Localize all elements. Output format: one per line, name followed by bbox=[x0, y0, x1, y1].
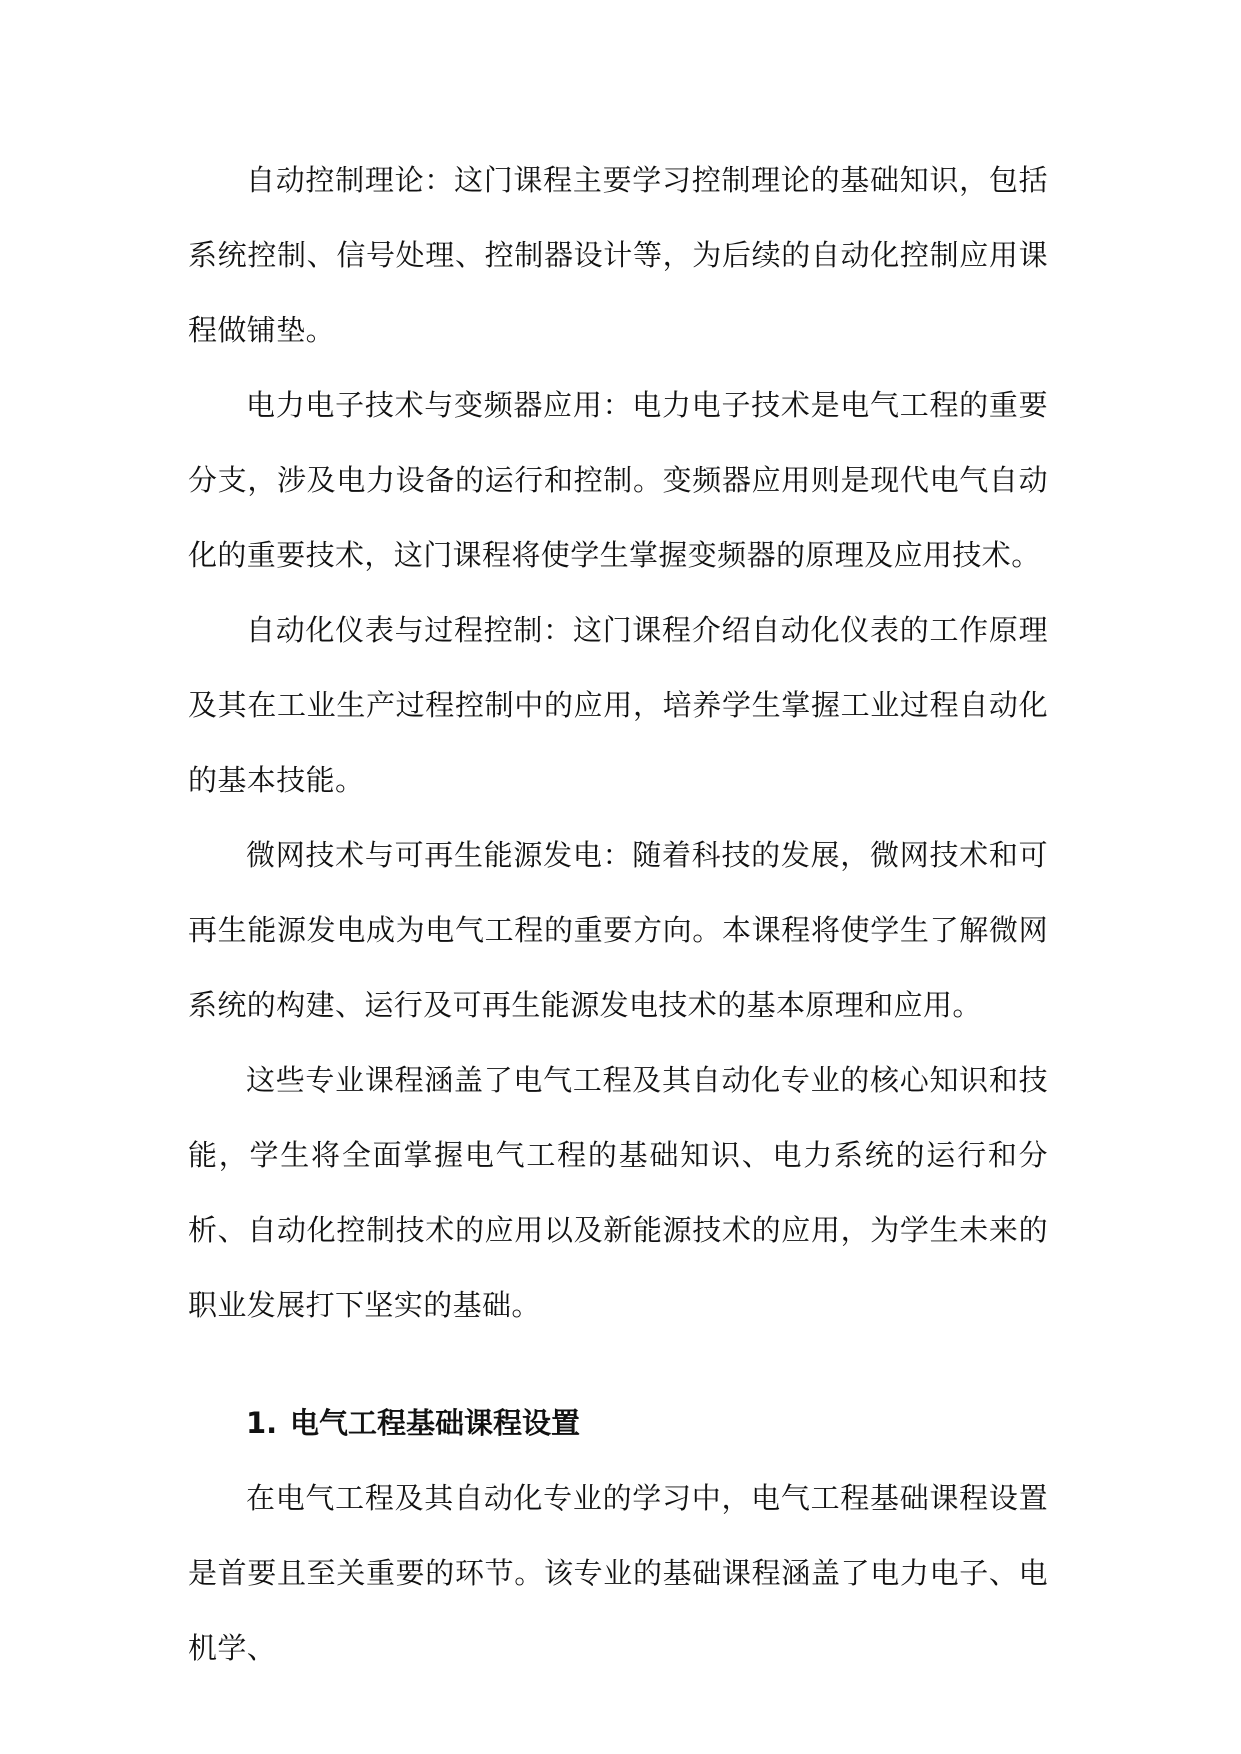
paragraph-microgrid: 微网技术与可再生能源发电：随着科技的发展，微网技术和可再生能源发电成为电气工程的重要方向。本课程将使学生了解微网系统的构建、运行及可再生能源发电技术的基本原理和应用。 bbox=[188, 838, 1048, 1022]
paragraph-automation-instruments: 自动化仪表与过程控制：这门课程介绍自动化仪表的工作原理及其在工业生产过程控制中的应用，培养学生掌握工业过程自动化的基本技能。 bbox=[188, 613, 1048, 797]
document-body bbox=[188, 143, 1048, 1686]
section-heading bbox=[188, 1386, 1048, 1461]
section-title: 电气工程基础课程设置 bbox=[290, 1406, 581, 1440]
paragraph-summary: 这些专业课程涵盖了电气工程及其自动化专业的核心知识和技能，学生将全面掌握电气工程的基础知识、电力系统的运行和分析、自动化控制技术的应用以及新能源技术的应用，为学生未来的职业发展打下坚实的基础。 bbox=[188, 1063, 1048, 1322]
paragraph-basic-courses: 在电气工程及其自动化专业的学习中，电气工程基础课程设置是首要且至关重要的环节。该专业的基础课程涵盖了电力电子、电机学、 bbox=[188, 1481, 1048, 1665]
section-number: 1. bbox=[246, 1406, 278, 1440]
paragraph-power-electronics: 电力电子技术与变频器应用：电力电子技术是电气工程的重要分支，涉及电力设备的运行和控制。变频器应用则是现代电气自动化的重要技术，这门课程将使学生掌握变频器的原理及应用技术。 bbox=[188, 388, 1048, 572]
paragraph-automatic-control-theory: 自动控制理论：这门课程主要学习控制理论的基础知识，包括系统控制、信号处理、控制器设计等，为后续的自动化控制应用课程做铺垫。 bbox=[188, 163, 1048, 347]
